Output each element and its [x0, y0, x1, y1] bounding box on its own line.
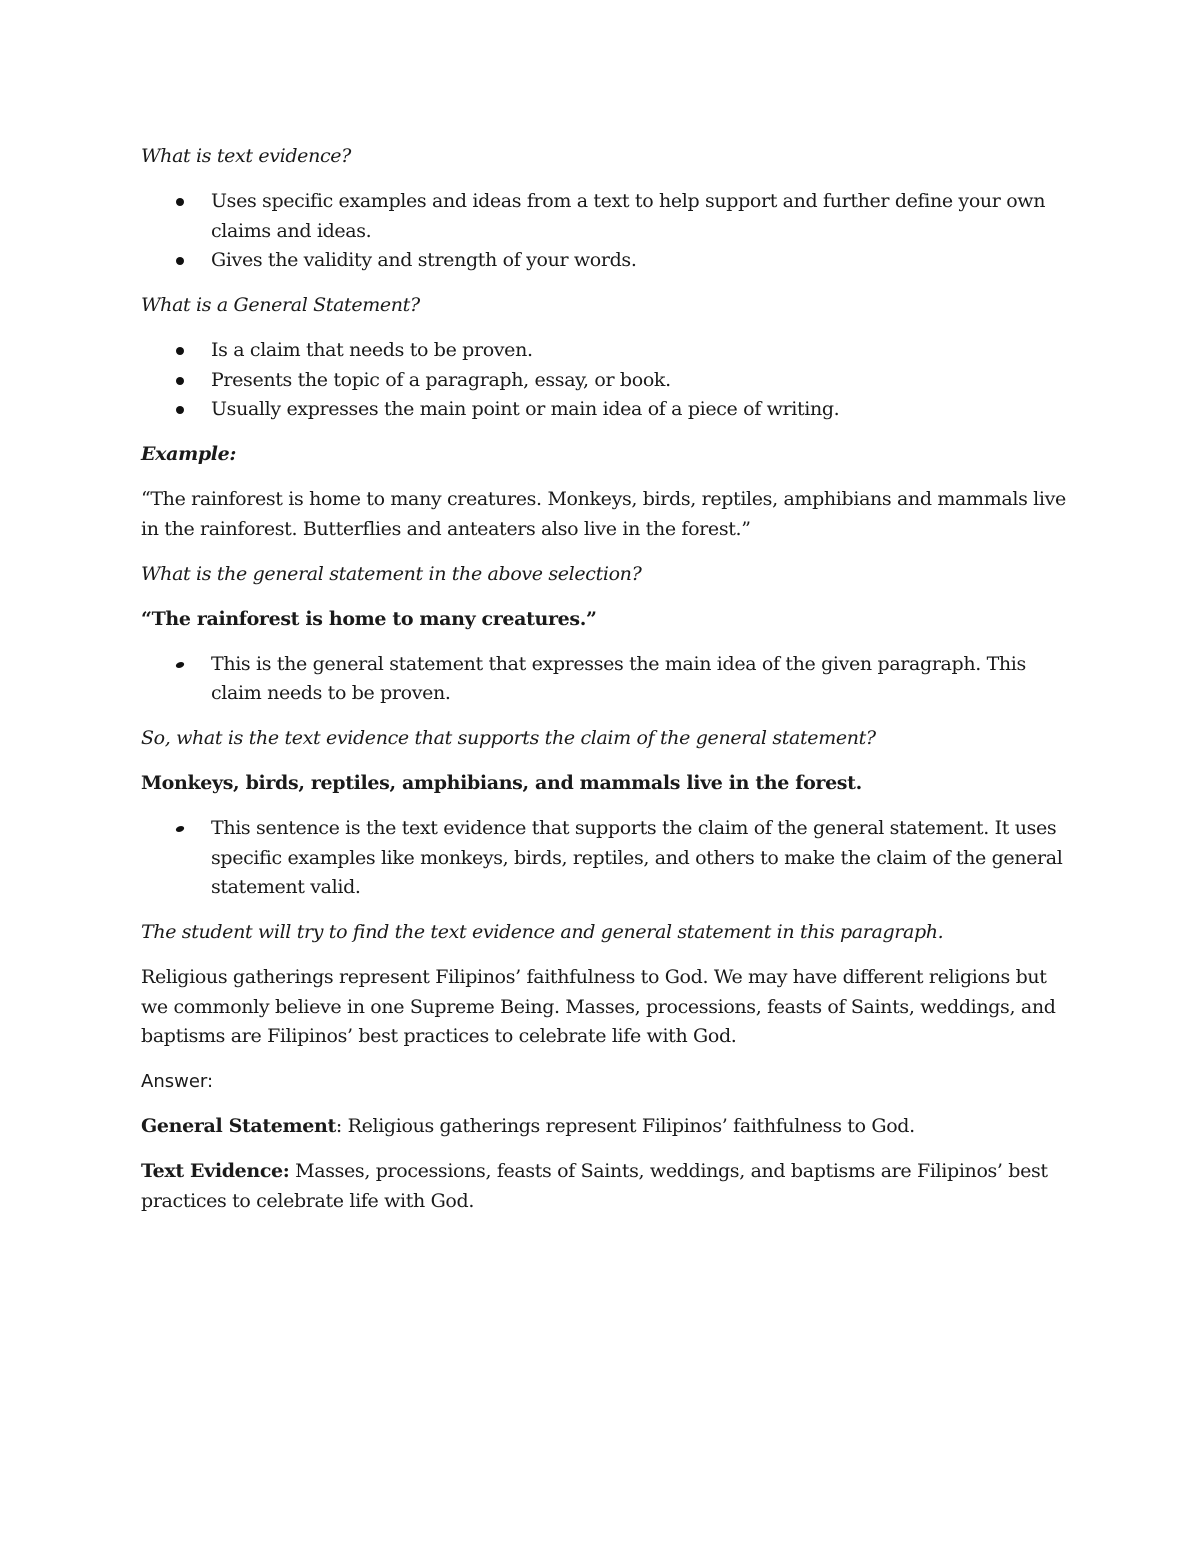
- answer-general-statement: [141, 1112, 1071, 1142]
- text-evidence-answer: Monkeys, birds, reptiles, amphibians, and mammals live in the forest.: [141, 772, 862, 794]
- question-general-statement: What is a General Statement?: [141, 294, 420, 316]
- bullet-icon: [176, 198, 184, 206]
- list-item-text: Usually expresses the main point or main idea of a piece of writing.: [211, 398, 840, 420]
- bullet-icon: [176, 347, 184, 355]
- question-find-text-evidence: So, what is the text evidence that supports the claim of the general statement?: [141, 727, 876, 749]
- list-item-text: Is a claim that needs to be proven.: [211, 339, 533, 361]
- list-item-text: This is the general statement that expresses the main idea of the given paragraph. This claim needs to be proven.: [211, 652, 1026, 704]
- bullet-icon: [176, 257, 184, 265]
- bullet-icon: [176, 377, 184, 385]
- exercise-paragraph: Religious gatherings represent Filipinos’ faithfulness to God. We may have different religions but we commonly believe in one Supreme Being. Masses, processions, feasts of Saints, weddings, and baptisms are Filipinos’ best practices to celebrate life with God.: [141, 966, 1056, 1047]
- general-statement-answer: “The rainforest is home to many creatures.”: [141, 607, 597, 630]
- text-evidence-text: Masses, processions, feasts of Saints, weddings, and baptisms are Filipinos’ best practices to celebrate life with God.: [141, 1160, 1048, 1212]
- list-item: [141, 366, 1071, 396]
- document-body: [141, 142, 1071, 1232]
- text-evidence-bullet-list: [141, 187, 1071, 276]
- question-text-evidence: What is text evidence?: [141, 145, 351, 167]
- example-quote: “The rainforest is home to many creatures. Monkeys, birds, reptiles, amphibians and mammals live in the rainforest. Butterflies and anteaters also live in the forest.”: [141, 488, 1066, 540]
- list-item-text: Gives the validity and strength of your words.: [211, 249, 637, 271]
- general-statement-label: General Statement: [141, 1115, 336, 1137]
- question-find-general-statement: What is the general statement in the above selection?: [141, 562, 642, 585]
- example-label: Example:: [141, 443, 237, 465]
- student-task: The student will try to find the text evidence and general statement in this paragraph.: [141, 921, 944, 943]
- list-item: [141, 650, 1071, 709]
- bullet-icon: [176, 406, 184, 414]
- list-item: [141, 395, 1071, 425]
- list-item-text: Uses specific examples and ideas from a text to help support and further define your own claims and ideas.: [211, 190, 1046, 242]
- list-item-text: Presents the topic of a paragraph, essay, or book.: [211, 368, 671, 391]
- list-item: [141, 246, 1071, 276]
- list-item: [141, 336, 1071, 366]
- bullet-icon: [175, 662, 185, 668]
- general-statement-text: : Religious gatherings represent Filipinos’ faithfulness to God.: [335, 1115, 915, 1137]
- list-item: [141, 187, 1071, 246]
- answer-label: Answer:: [141, 1071, 214, 1092]
- list-item: [141, 814, 1071, 903]
- list-item-text: This sentence is the text evidence that supports the claim of the general statement. It uses specific examples like monkeys, birds, reptiles, and others to make the claim of the general statement valid.: [211, 817, 1063, 898]
- answer-text-evidence: [141, 1157, 1071, 1216]
- text-evidence-note-list: [141, 814, 1071, 903]
- text-evidence-label: Text Evidence:: [141, 1160, 290, 1182]
- general-statement-note-list: [141, 650, 1071, 709]
- bullet-icon: [175, 826, 185, 832]
- general-statement-bullet-list: [141, 336, 1071, 425]
